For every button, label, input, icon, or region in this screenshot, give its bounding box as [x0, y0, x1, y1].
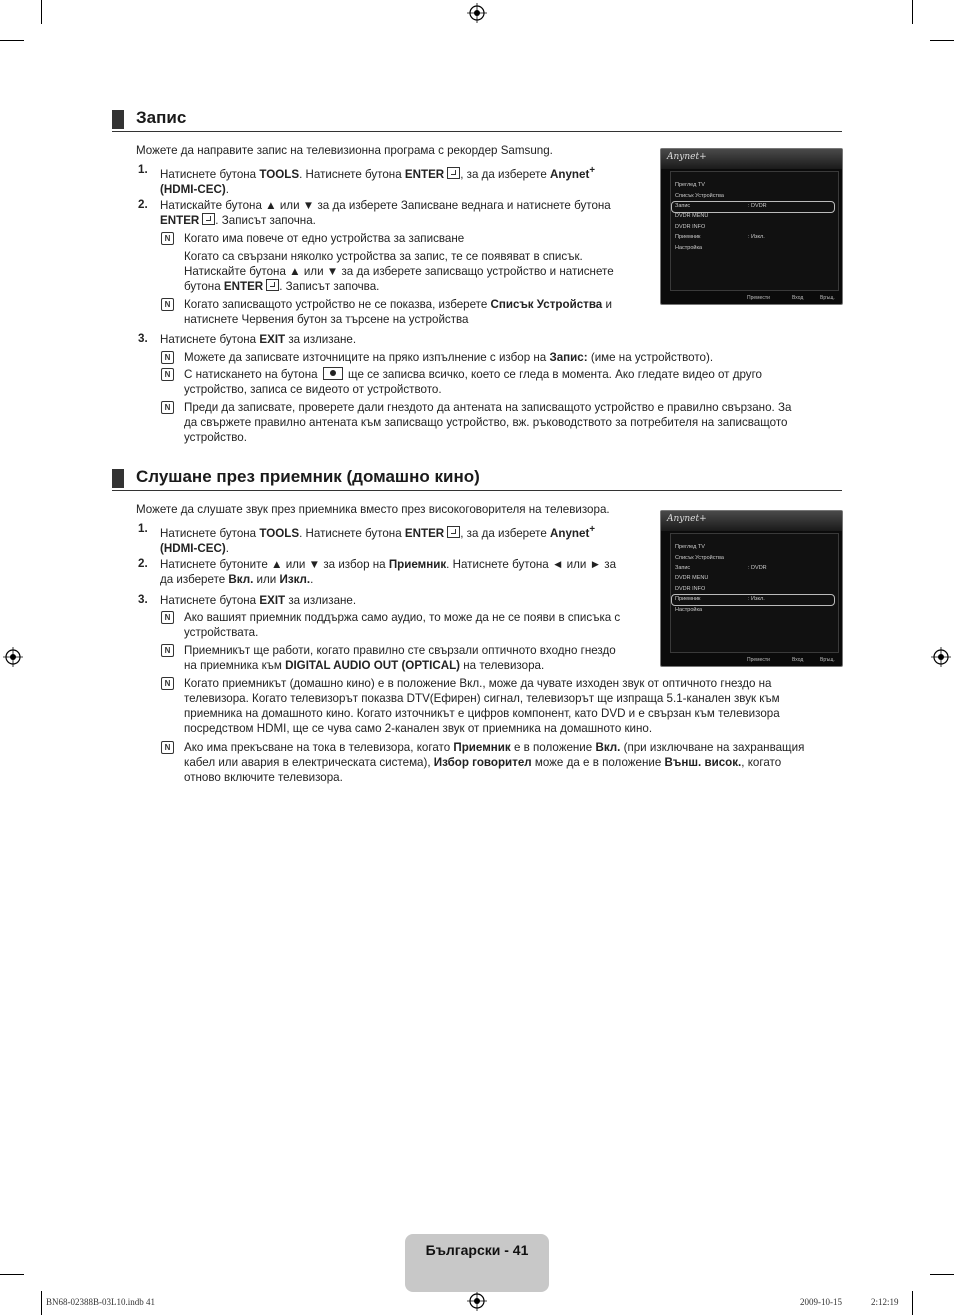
menu-item: DVDR INFO: [675, 224, 706, 230]
note: [184, 676, 844, 736]
menu-footer-enter: Вход: [792, 295, 804, 301]
menu-item: Настройка: [675, 607, 703, 613]
note: [184, 610, 654, 640]
text: , за да изберете: [460, 167, 551, 181]
anynet-label: Anynet: [550, 167, 590, 181]
menu-item: Преглед TV: [675, 182, 705, 188]
file-info: BN68-02388B-03L10.indb 41: [46, 1297, 155, 1307]
menu-value: : Изкл.: [748, 596, 765, 602]
digital-audio-out-label: DIGITAL AUDIO OUT (OPTICAL): [285, 659, 461, 672]
crop-mark: [0, 40, 24, 41]
text: или: [253, 573, 280, 586]
text: Преди да записвате, проверете дали гнездото да антената на записващото устройство е правилно свързано. За: [184, 401, 792, 414]
menu-panel: [670, 533, 839, 653]
text: Ако вашият приемник поддържа само аудио, то може да не се появи в списъка с: [184, 611, 621, 624]
text: Натиснете бутона: [160, 333, 260, 346]
text: на приемника към: [184, 659, 286, 672]
text: . Записът започва.: [279, 280, 380, 293]
text: бутона: [184, 280, 224, 293]
anynet-logo: Anynet+: [667, 514, 707, 524]
off-label: Изкл.: [279, 573, 311, 586]
text: (име на устройството).: [587, 351, 714, 364]
crop-mark: [41, 0, 42, 24]
step-number: 3.: [138, 593, 148, 606]
note: [184, 643, 654, 673]
menu-item: DVDR MENU: [675, 575, 709, 581]
enter-key: ENTER: [223, 280, 264, 293]
anynet-logo: Anynet+: [667, 152, 707, 162]
text: Когато са свързани няколко устройства за запис, те се появяват в списък.: [184, 250, 583, 263]
section-title-receiver: [112, 468, 842, 491]
enter-key: ENTER: [404, 167, 445, 181]
text: , за да изберете: [460, 526, 551, 540]
text: Когато приемникът (домашно кино) е в положение Вкл., може да чувате изходен звук от оптичното гнездо на: [184, 677, 772, 690]
menu-item: Приемник: [675, 596, 701, 602]
step-3: [160, 593, 356, 608]
registration-mark-icon: [467, 3, 487, 23]
text: ще се записва всичко, което се гледа в момента. Ако гледате видео от друго: [344, 368, 763, 381]
text: е в положение: [510, 741, 596, 754]
menu-footer-return: Връщ.: [820, 657, 835, 663]
text: кабел или авария в електрическата система),: [184, 756, 434, 769]
crop-mark: [41, 1291, 42, 1315]
hdmi-cec-label: (HDMI-CEC): [160, 182, 226, 196]
text: .: [310, 573, 314, 586]
note-icon: N: [161, 368, 174, 381]
note: [184, 740, 849, 785]
menu-footer-return: Връщ.: [820, 295, 835, 301]
step-2: [160, 557, 645, 587]
text: устройство, записа се видеото от устройството.: [184, 383, 442, 396]
menu-footer-move: Премести: [747, 657, 770, 663]
menu-value: : Изкл.: [748, 234, 765, 240]
menu-value: : DVDR: [748, 565, 767, 571]
text: . Записът започна.: [215, 214, 316, 227]
text: Приемникът ще работи, когато правилно сте свързали оптичното входно гнездо: [184, 644, 616, 657]
note-icon: N: [161, 677, 174, 690]
step-number: 2.: [138, 557, 148, 570]
note-icon: N: [161, 644, 174, 657]
note-icon: N: [161, 611, 174, 624]
note: [184, 367, 844, 397]
tools-key: TOOLS: [259, 526, 300, 540]
intro-text: Можете да слушате звук през приемника вместо през високоговорителя на телевизора.: [136, 503, 610, 516]
crop-mark: [0, 1274, 24, 1275]
intro-text: Можете да направите запис на телевизионна програма с рекордер Samsung.: [136, 144, 553, 157]
text: , когато: [741, 756, 782, 769]
record-button-icon: [323, 367, 343, 380]
text: телевизора. Когато телевизорът показва DTV(Ефирен) сигнал, телевизорът ще изпраща 5.1-канален звук към: [184, 692, 780, 705]
enter-icon: [266, 279, 279, 291]
speaker-select-label: Избор говорител: [433, 756, 532, 769]
enter-icon: [447, 167, 460, 179]
text: Натиснете бутоните ▲ или ▼ за избор на: [160, 558, 389, 571]
text: Натиснете бутона: [160, 167, 260, 181]
crop-mark: [912, 0, 913, 24]
anynet-menu-screenshot: [660, 148, 843, 305]
registration-mark-icon: [3, 647, 23, 667]
receiver-label: Приемник: [453, 741, 511, 754]
note: [184, 400, 844, 445]
menu-item: Запис: [675, 565, 691, 571]
text: .: [225, 182, 229, 196]
text: . Натиснете бутона: [299, 526, 405, 540]
text: да изберете: [160, 573, 229, 586]
hdmi-cec-label: (HDMI-CEC): [160, 541, 226, 555]
enter-icon: [202, 213, 215, 225]
crop-mark: [930, 1274, 954, 1275]
text: за излизане.: [285, 594, 357, 607]
menu-item: Запис: [675, 203, 691, 209]
crop-mark: [912, 1291, 913, 1315]
tools-key: TOOLS: [259, 167, 300, 181]
step-1: [160, 163, 640, 197]
note-icon: N: [161, 298, 174, 311]
text: Натиснете бутона: [160, 594, 260, 607]
anynet-label: Anynet: [550, 526, 590, 540]
section-title-record: [112, 109, 842, 132]
menu-panel: [670, 171, 839, 291]
text: и: [602, 298, 612, 311]
enter-icon: [447, 526, 460, 538]
text: . Натиснете бутона: [299, 167, 405, 181]
text: може да е в положение: [531, 756, 665, 769]
menu-item: Преглед TV: [675, 544, 705, 550]
menu-item: Приемник: [675, 234, 701, 240]
menu-item: Списък Устройства: [675, 193, 724, 199]
step-1: [160, 522, 640, 556]
text: Ако има прекъсване на тока в телевизора, когато: [184, 741, 454, 754]
note-icon: N: [161, 741, 174, 754]
section-bar: [112, 469, 124, 488]
step-number: 1.: [138, 522, 148, 535]
step-2: [160, 198, 640, 228]
note: [184, 231, 644, 246]
device-list-label: Списък Устройства: [490, 298, 603, 311]
text: Можете да записвате източниците на пряко изпълнение с избор на: [184, 351, 550, 364]
text: устройствата.: [184, 626, 259, 639]
note-icon: N: [161, 232, 174, 245]
note-icon: N: [161, 401, 174, 414]
note: [184, 297, 654, 327]
note: [184, 350, 844, 365]
text: за излизане.: [285, 333, 357, 346]
note-icon: N: [161, 351, 174, 364]
text: Когато има повече от едно устройства за записване: [184, 232, 465, 245]
registration-mark-icon: [467, 1291, 487, 1311]
menu-item: DVDR INFO: [675, 586, 706, 592]
text: устройство.: [184, 431, 247, 444]
step-number: 3.: [138, 332, 148, 345]
text: натиснете Червения бутон за търсене на устройства: [184, 313, 469, 326]
menu-footer-enter: Вход: [792, 657, 804, 663]
page-number: Български - 41: [425, 1242, 529, 1258]
menu-item: DVDR MENU: [675, 213, 709, 219]
menu-item: Настройка: [675, 245, 703, 251]
section-heading: Слушане през приемник (домашно кино): [136, 467, 480, 486]
text: . Натиснете бутона ◄ или ► за: [446, 558, 617, 571]
text: Натискайте бутона ▲ или ▼ за да изберете записващо устройство и натиснете: [184, 265, 614, 278]
receiver-label: Приемник: [388, 558, 447, 571]
step-3: [160, 332, 356, 347]
enter-key: ENTER: [404, 526, 445, 540]
anynet-plus: +: [589, 165, 595, 176]
text: (при изключване на захранващия: [620, 741, 805, 754]
note-continued: [184, 249, 644, 294]
text: Натискайте бутона ▲ или ▼ за да изберете Записване веднага и натиснете бутона: [160, 199, 611, 212]
anynet-plus: +: [589, 524, 595, 535]
crop-mark: [930, 40, 954, 41]
text: .: [225, 541, 229, 555]
step-number: 2.: [138, 198, 148, 211]
text: Когато записващото устройство не се показва, изберете: [184, 298, 491, 311]
text: Натиснете бутона: [160, 526, 260, 540]
exit-key: EXIT: [259, 594, 286, 607]
text: посредством HDMI, ще се чува само 2-канален звук от приемника на домашното кино.: [184, 722, 653, 735]
record-label: Запис:: [549, 351, 588, 364]
print-time: 2:12:19: [871, 1297, 899, 1307]
text: да свържете правилно антената към записващо устройство, вж. ръководството за потребителя на записващото: [184, 416, 788, 429]
text: С натискането на бутона: [184, 368, 321, 381]
enter-key: ENTER: [160, 214, 200, 227]
text: отново включите телевизора.: [184, 771, 343, 784]
text: приемника на домашното кино. Когато източникът е цифров компонент, като DVD и е свързан към телевизора: [184, 707, 780, 720]
step-number: 1.: [138, 163, 148, 176]
on-label: Вкл.: [595, 741, 621, 754]
section-heading: Запис: [136, 108, 187, 127]
print-date: 2009-10-15: [800, 1297, 842, 1307]
text: на телевизора.: [460, 659, 545, 672]
anynet-menu-screenshot: [660, 510, 843, 667]
menu-value: : DVDR: [748, 203, 767, 209]
section-bar: [112, 110, 124, 129]
registration-mark-icon: [931, 647, 951, 667]
menu-item: Списък Устройства: [675, 555, 724, 561]
on-label: Вкл.: [228, 573, 254, 586]
exit-key: EXIT: [259, 333, 286, 346]
external-speaker-label: Външ. висок.: [664, 756, 742, 769]
menu-footer-move: Премести: [747, 295, 770, 301]
